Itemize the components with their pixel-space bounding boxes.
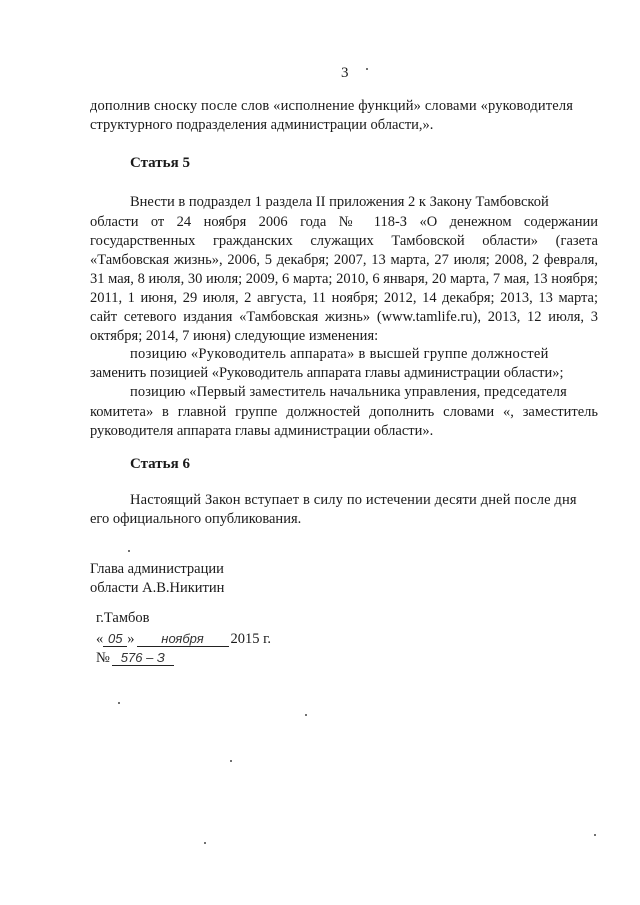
place-date [96, 631, 271, 648]
signature-title-line-2: области А.В.Никитин [90, 580, 225, 596]
scan-speck [230, 760, 232, 762]
article-5-change-2-first: позицию «Первый заместитель начальника управления, председателя [130, 384, 567, 400]
article-6-first-line: Настоящий Закон вступает в силу по истечении десяти дней после дня [130, 492, 577, 508]
scan-speck [204, 842, 206, 844]
intro-line-2: структурного подразделения администрации области,». [90, 117, 434, 133]
article-5-main-body: области от 24 ноября 2006 года № 118-З «О денежном содержании государственных гражданских служащих Тамбовской области» (газета «Тамбовская жизнь», 2006, 5 декабря; 2007, 13 марта, 27 июля; 2008, 2 февраля, 31 мая, 8 июля, 30 июля; 2009, 6 марта; 2010, 6 января, 20 марта, 7 мая, 13 ноября; 2011, 1 июня, 29 июля, 2 августа, 11 ноября; 2012, 14 декабря; 2013, 13 марта; сайт сетевого издания «Тамбовская жизнь» (www.tamlife.ru), 2013, 12 июля, 3 октября; 2014, 7 июня) следующие изменения: [90, 214, 598, 344]
place-city: г.Тамбов [96, 610, 150, 626]
article-5-change-1-rest: заменить позицией «Руководитель аппарата главы администрации области»; [90, 365, 564, 381]
date-open-quote: « [96, 631, 104, 647]
scan-speck [118, 702, 120, 704]
number-sign: № [96, 650, 110, 666]
date-close-quote: » [127, 631, 135, 647]
scan-speck [305, 714, 307, 716]
article-5-change-2-rest: комитета» в главной группе должностей дополнить словами «, заместитель руководителя аппарата главы администрации области». [90, 404, 598, 439]
page-number: 3 [341, 65, 349, 81]
signature-title-line-1: Глава администрации [90, 561, 224, 577]
article-5-change-1-first: позицию «Руководитель аппарата» в высшей группе должностей [130, 346, 549, 362]
date-month: ноября [161, 631, 204, 646]
scan-speck [594, 834, 596, 836]
intro-line-1: дополнив сноску после слов «исполнение функций» словами «руководителя [90, 98, 574, 114]
date-year: 2015 г. [230, 631, 272, 647]
article-5-main-first-line: Внести в подраздел 1 раздела II приложения 2 к Закону Тамбовской [130, 194, 549, 210]
document-number [96, 650, 174, 667]
date-day: 05 [108, 631, 123, 646]
article-6-rest: его официального опубликования. [90, 511, 302, 527]
scan-speck [366, 68, 368, 70]
article-6-heading: Статья 6 [130, 456, 190, 472]
article-5-heading: Статья 5 [130, 155, 190, 171]
number-value: 576 – З [120, 650, 165, 665]
scan-speck [128, 550, 130, 552]
